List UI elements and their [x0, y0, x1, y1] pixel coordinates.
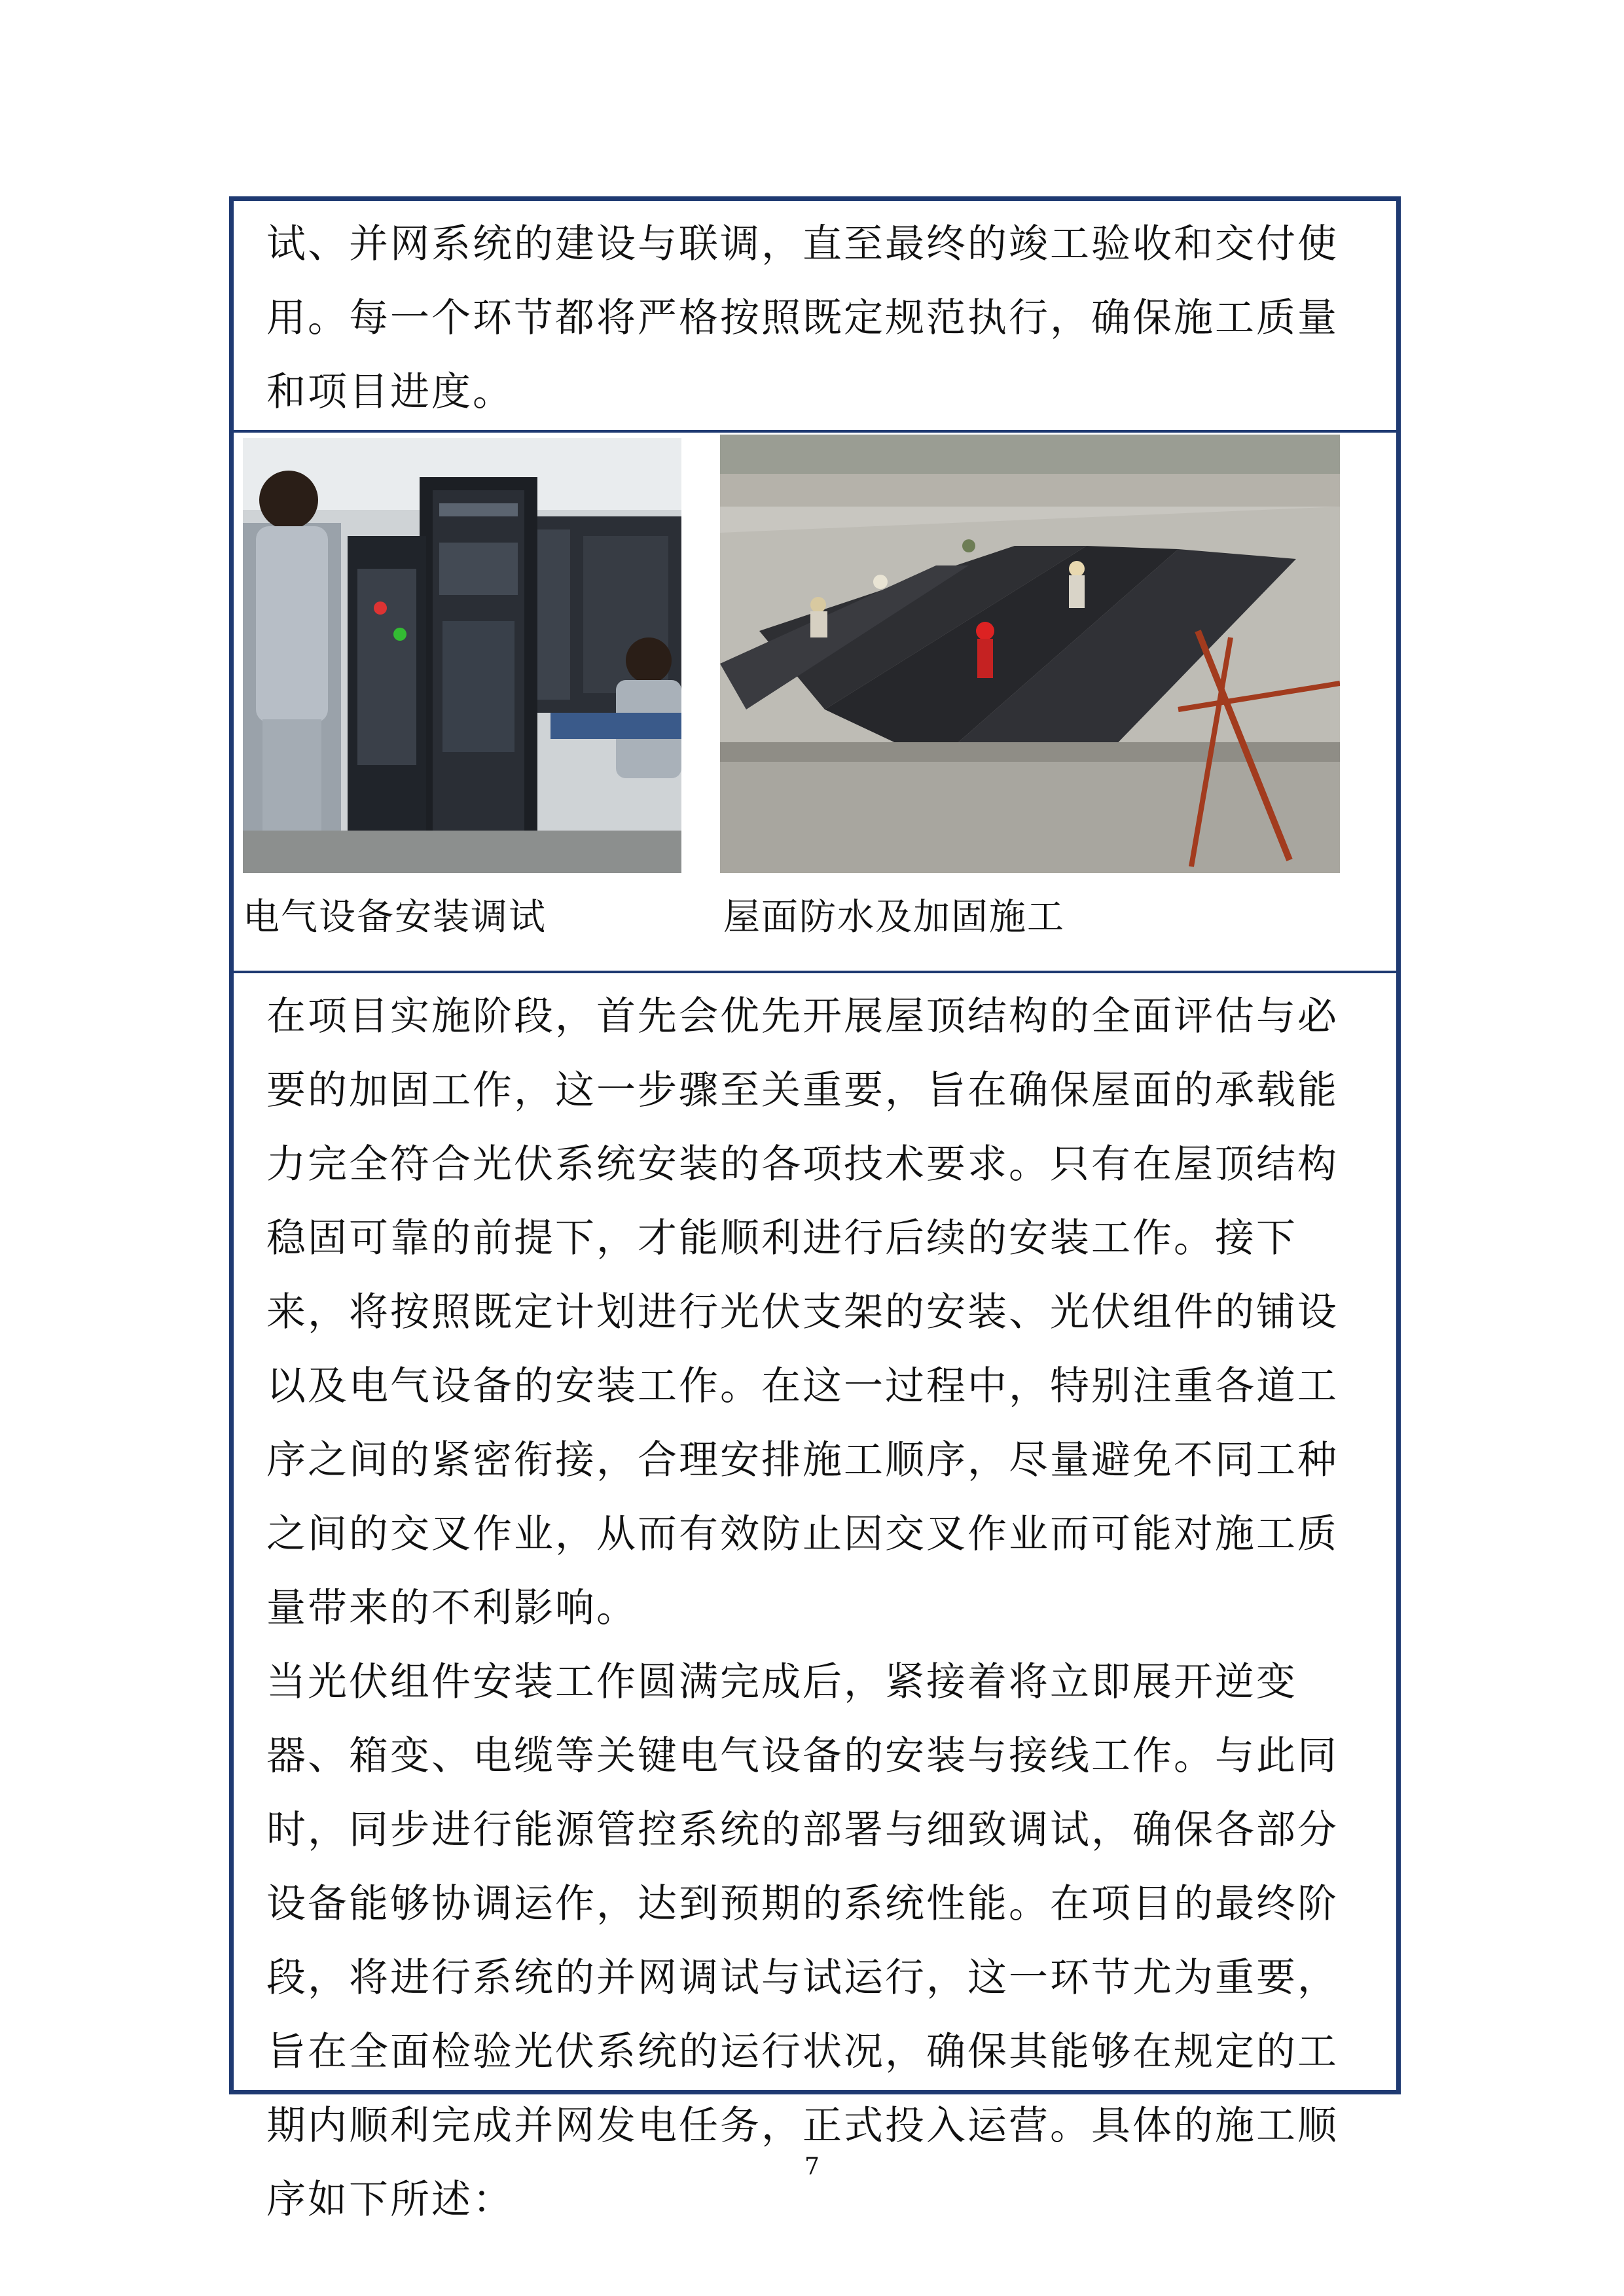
divider-top	[234, 430, 1396, 433]
body-paragraphs	[266, 980, 1366, 2237]
divider-middle	[234, 971, 1396, 973]
body-paragraph: 当光伏组件安装工作圆满完成后，紧接着将立即展开逆变器、箱变、电缆等关键电气设备的安装与接线工作。与此同时，同步进行能源管控系统的部署与细致调试，确保各部分设备能够协调运作，达到预期的系统性能。在项目的最终阶段，将进行系统的并网调试与试运行，这一环节尤为重要，旨在全面检验光伏系统的运行状况，确保其能够在规定的工期内顺利完成并网发电任务，正式投入运营。具体的施工顺序如下所述：	[266, 1659, 1339, 2223]
top-paragraph	[266, 207, 1366, 429]
caption-roof-waterproofing: 屋面防水及加固施工	[723, 896, 1065, 939]
photo-electrical-install	[243, 438, 681, 873]
photo-roof-waterproofing	[720, 435, 1340, 873]
top-paragraph-text: 试、并网系统的建设与联调，直至最终的竣工验收和交付使用。每一个环节都将严格按照既定规范执行，确保施工质量和项目进度。	[266, 221, 1339, 415]
page-number: 7	[804, 2153, 820, 2180]
content-frame	[229, 196, 1401, 2223]
caption-electrical-install: 电气设备安装调试	[243, 896, 547, 939]
body-paragraph: 在项目实施阶段，首先会优先开展屋顶结构的全面评估与必要的加固工作，这一步骤至关重要，旨在确保屋面的承载能力完全符合光伏系统安装的各项技术要求。只有在屋顶结构稳固可靠的前提下，才能顺利进行后续的安装工作。接下来，将按照既定计划进行光伏支架的安装、光伏组件的铺设以及电气设备的安装工作。在这一过程中，特别注重各道工序之间的紧密衔接，合理安排施工顺序，尽量避免不同工种之间的交叉作业，从而有效防止因交叉作业而可能对施工质量带来的不利影响。	[266, 994, 1339, 1631]
